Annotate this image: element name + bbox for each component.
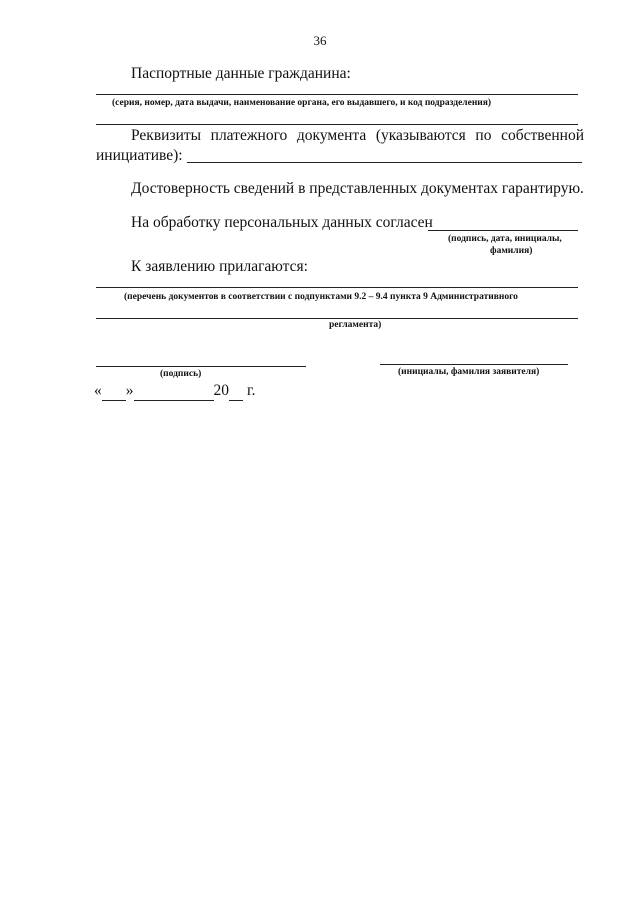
date-year-prefix: 20 (213, 382, 229, 399)
attachments-line-2 (96, 318, 578, 319)
attachments-caption-line1: (перечень документов в соответствии с подпунктами 9.2 – 9.4 пункта 9 Административного (124, 292, 518, 302)
reliability-statement: Достоверность сведений в представленных документах гарантирую. (131, 180, 584, 197)
name-line (380, 364, 568, 365)
date-line (94, 382, 255, 401)
date-close-quote: » (125, 382, 134, 399)
name-caption: (инициалы, фамилия заявителя) (398, 367, 540, 377)
payment-label-line1: Реквизиты платежного документа (указываются по собственной (131, 127, 584, 144)
attachments-line (96, 287, 578, 288)
date-month-field (134, 382, 214, 401)
payment-line (187, 162, 582, 163)
consent-label: На обработку персональных данных согласен (131, 214, 433, 231)
signature-line (96, 366, 306, 367)
date-year-suffix: г. (247, 382, 256, 399)
consent-signature-line (428, 230, 578, 231)
page-number: 36 (313, 33, 327, 48)
passport-line-2 (96, 124, 578, 125)
attachments-caption-line2: регламента) (329, 320, 382, 330)
signature-caption: (подпись) (160, 369, 202, 379)
date-day-field (102, 382, 126, 401)
consent-caption-line1: (подпись, дата, инициалы, (448, 234, 562, 244)
passport-line (96, 94, 578, 95)
passport-label: Паспортные данные гражданина: (131, 65, 351, 82)
date-open-quote: « (94, 382, 102, 399)
passport-caption: (серия, номер, дата выдачи, наименование органа, его выдавшего, и код подразделения) (112, 98, 492, 108)
date-year-field (229, 382, 243, 401)
consent-caption-line2: фамилия) (490, 246, 533, 256)
payment-label-line2: инициативе): (96, 147, 183, 164)
attachments-label: К заявлению прилагаются: (131, 258, 308, 275)
